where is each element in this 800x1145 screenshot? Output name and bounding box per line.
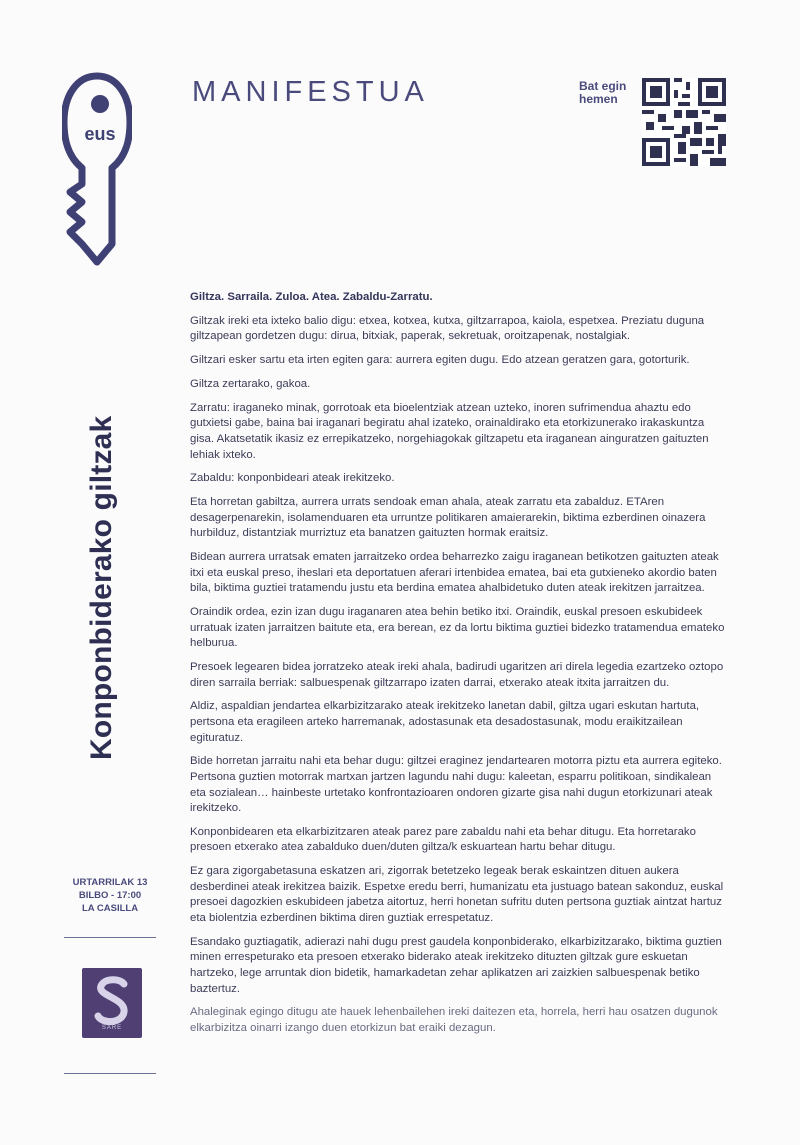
key-icon (62, 72, 132, 272)
paragraph: Zarratu: iraganeko minak, gorrotoak eta bioelentziak atzean uzteko, inoren sufrimendua ahaztu edo gutxietsi gabe, baina bai iraganari begiratu ahal izateko, orainaldirako eta etorkizunerako irakaskuntza gisa. Akatsetatik ikasiz ez errepikatzeko, norgehiagokak giltzapetu eta iraganean ainguratzen gaituzten lehiak ixteko. (190, 401, 709, 461)
paragraph: Giltza. Sarraila. Zuloa. Atea. Zabaldu-Zarratu. (190, 291, 433, 303)
paragraph: Bidean aurrera urratsak ematen jarraitzeko ordea beharrezko zaigu iraganean betikotzen gaituzten ateak itxi eta euskal preso, iheslari eta deportatuen aferari irtenbidea ematea, bai eta gutxieneko akordio baten bila, biktima guztiei tratamendu justu eta berdina ematea ahalbidetuko duten ateak irekitzen jarraitzea. (190, 551, 719, 595)
join-line-1: Bat egin (579, 79, 627, 93)
paragraph: Ahaleginak egingo ditugu ate hauek lehenbailehen ireki daitezen eta, horrela, herri hau osatzen dugunok elkarbizitza oinarri izango duen etorkizun bat eraiki dezagun. (190, 1006, 718, 1034)
event-place-time: BILBO - 17:00 (78, 890, 142, 901)
divider (64, 937, 156, 938)
paragraph: Giltzak ireki eta ixteko balio digu: etxea, kotxea, kutxa, giltzarrapoa, kaiola, espetxea. Preziatu duguna giltzapean gordetzen dugu: dirua, bitxiak, paperak, sekretuak, oroitzapenak, nostalgiak. (190, 314, 705, 343)
qr-code-icon[interactable] (642, 78, 726, 166)
paragraph: Giltzari esker sartu eta irten egiten gara: aurrera egiten dugu. Edo atzean geratzen gara, gotorturik. (190, 354, 690, 367)
paragraph: Konponbidearen eta elkarbizitzaren ateak parez pare zabaldu nahi eta behar ditugu. Eta horretarako presoen etxerako atea zabalduko duen/duten giltza/k eskuartean hartu behar ditugu. (190, 825, 696, 854)
manifesto-body (190, 290, 728, 1045)
paragraph: Oraindik ordea, ezin izan dugu iraganaren atea behin betiko itxi. Oraindik, euskal presoen eskubideek urratuak izaten jarraitzen baitute eta, era berean, ez da lortu biktima guztiei bidezko tratamendua emateko helburua. (190, 606, 725, 650)
paragraph: Aldiz, aspaldian jendartea elkarbizitzarako ateak irekitzeko lanetan dabil, giltza ugari eskutan hartuta, pertsona eta eragileen arteko harremanak, adostasunak eta desadostasunak, modu eraikitzailean egituratuz. (190, 700, 700, 744)
paragraph: Zabaldu: konponbideari ateak irekitzeko. (190, 472, 395, 485)
paragraph: Esandako guztiagatik, adierazi nahi dugu prest gaudela konponbiderako, elkarbizitzarako, biktima guztien minen errespeturako eta presoen etxerako biderako ateak irekitzeko dituzten giltzak gure eskuetan hartzeko, lege arruntak dion bidetik, hamarkadetan zehar aplikatzen ari zaizkien salbuespenak betiko baztertuz. (190, 935, 722, 995)
sare-logo-label: SARE (101, 1025, 123, 1031)
join-here-link[interactable] (579, 80, 639, 106)
event-venue: LA CASILLA (81, 903, 139, 914)
event-date: URTARRILAK 13 (72, 877, 148, 888)
divider (64, 1073, 156, 1074)
event-info (60, 876, 160, 915)
sare-logo-icon (82, 968, 142, 1038)
join-line-2: hemen (579, 92, 618, 106)
paragraph: Giltza zertarako, gakoa. (190, 377, 311, 390)
vertical-campaign-title: Konponbiderako giltzak (85, 415, 118, 760)
paragraph: Bide horretan jarraitu nahi eta behar dugu: giltzei eraginez jendartearen motorra piztu eta aurrera egiteko. Pertsona guztien motorrak martxan jartzen lagundu nahi dugu: kaleetan, esparru politikoan, sindikalean eta sozialean… hainbeste urtetako konfrontazioaren ondoren gizarte gisa nahi dugun etorkizunari ateak irekitzeko. (190, 755, 722, 815)
document-title: MANIFESTUA (192, 76, 429, 108)
paragraph: Presoek legearen bidea jorratzeko ateak ireki ahala, badirudi ugaritzen ari direla legedia ezartzeko oztopo diren sarraila berriak: salbuespenak giltzarrapo izaten darrai, etxerako ateak itxita jarraitzen du. (190, 660, 724, 689)
svg-text:eus: eus (84, 124, 116, 144)
paragraph: Eta horretan gabiltza, aurrera urrats sendoak eman ahala, ateak zarratu eta zabalduz. ETAren desagerpenarekin, isolamenduaren eta urruntze politikaren amaierarekin, biktima ezberdinen oinazera hurbilduz, distantziak murriztuz eta banatzen gaituzten hormak eraitsiz. (190, 496, 706, 540)
paragraph: Ez gara zigorgabetasuna eskatzen ari, zigorrak betetzeko legeak berak eskaintzen dituen aukera desberdinei ateak irekitzea baizik. Espetxe eredu berri, humanizatu eta justuago batean sakonduz, euskal presoei dagozkien eskubideen jabetza aitortuz, herri honetan sufritu duten pertsona guztiak aintzat hartuz eta biolentzia ezberdinen biktima diren guztiak errespetatuz. (190, 865, 724, 925)
